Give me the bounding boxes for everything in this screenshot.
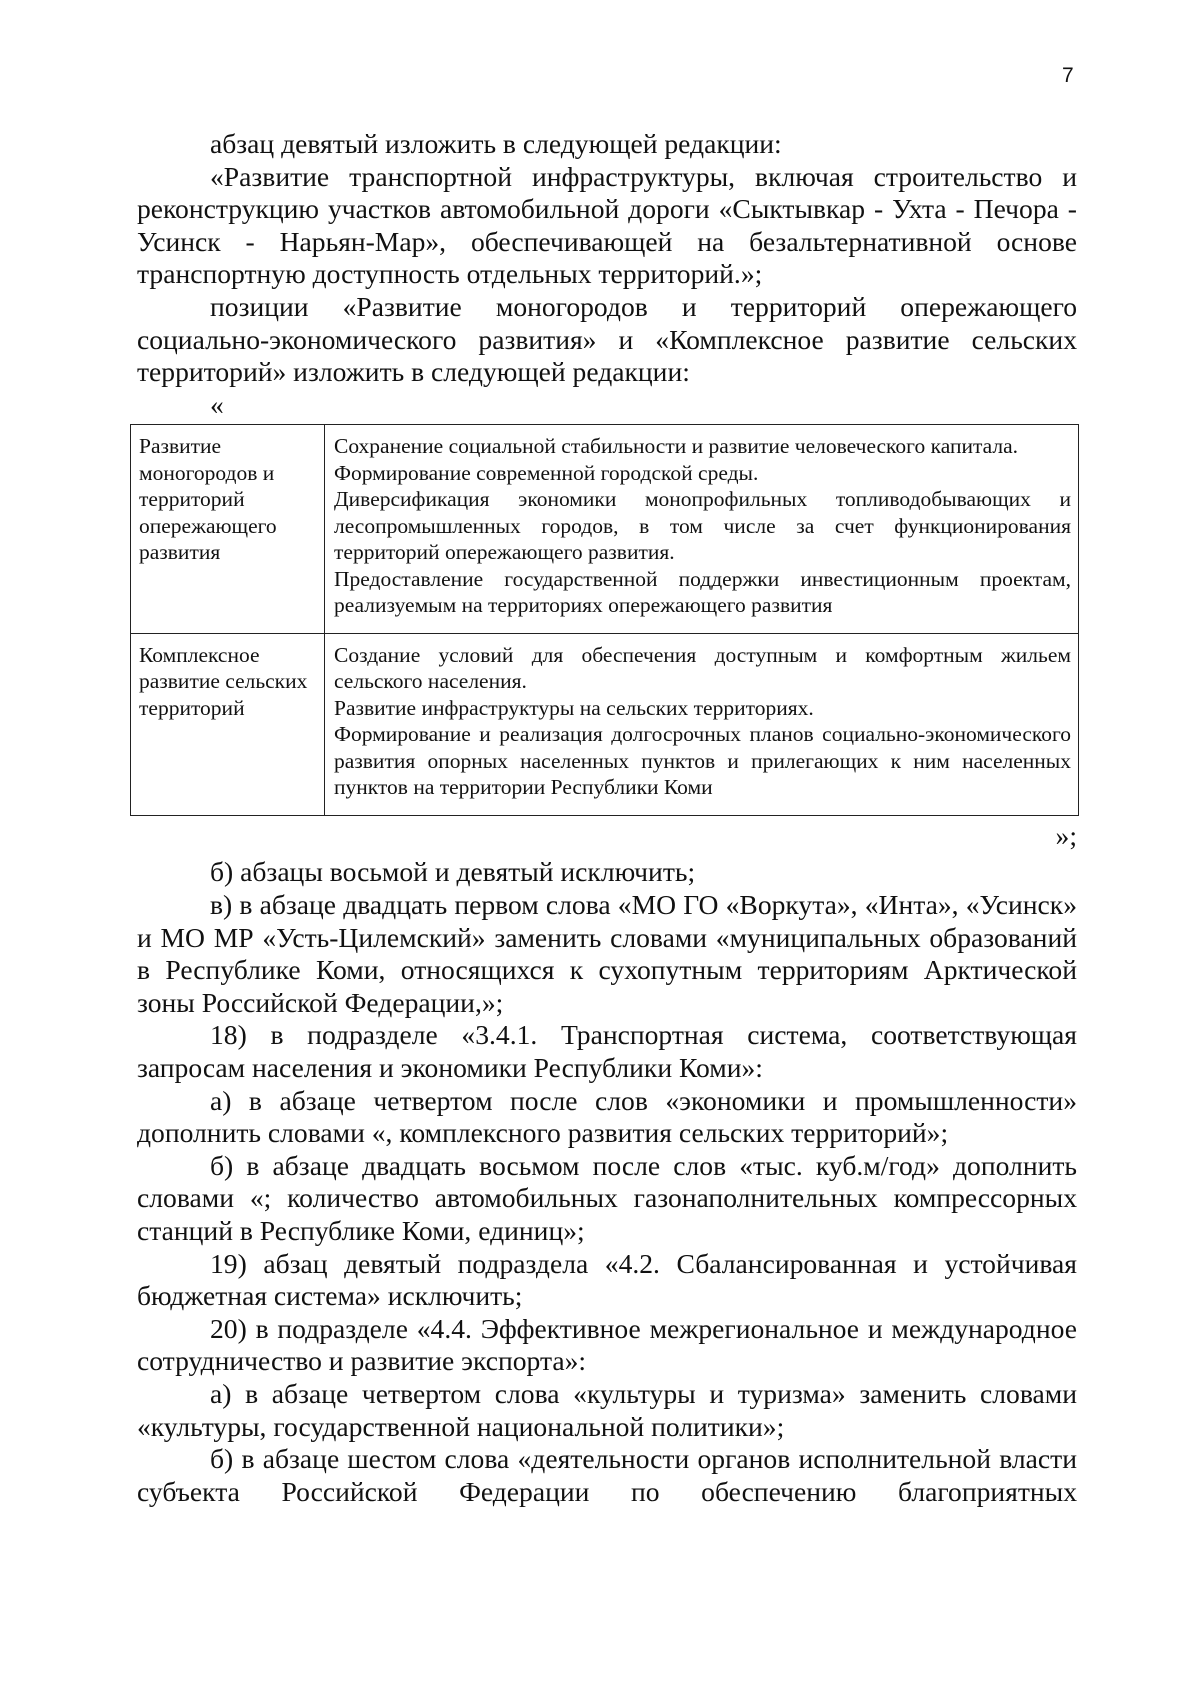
description-item: Предоставление государственной поддержки инвестиционным проектам, реализуемым на территориях опережающего развития <box>334 566 1071 618</box>
table-row <box>131 633 1079 815</box>
table-close-quote: »; <box>1055 819 1077 851</box>
document-body <box>137 128 1077 1508</box>
table-open-quote: « <box>210 388 224 420</box>
description-item: Формирование современной городской среды. <box>334 460 759 485</box>
description-item: Создание условий для обеспечения доступным и комфортным жильем сельского населения. <box>334 642 1071 694</box>
paragraph: 18) в подразделе «3.4.1. Транспортная система, соответствующая запросам населения и экономики Республики Коми»: <box>137 1019 1077 1083</box>
paragraph: а) в абзаце четвертом слова «культуры и туризма» заменить словами «культуры, государственной национальной политики»; <box>137 1377 1077 1442</box>
paragraph: б) в абзаце двадцать восьмом после слов «тыс. куб.м/год» дополнить словами «; количество автомобильных газонаполнительных компрессорных станций в Республике Коми, единиц»; <box>137 1149 1077 1246</box>
paragraph: в) в абзаце двадцать первом слова «МО ГО «Воркута», «Инта», «Усинск» и МО МР «Усть-Цилемский» заменить словами «муниципальных образований в Республике Коми, относящихся к сухопутным территориям Арктической зоны Российской Федерации,»; <box>137 889 1077 1018</box>
paragraph: а) в абзаце четвертом после слов «экономики и промышленности» дополнить словами «, комплексного развития сельских территорий»; <box>137 1084 1077 1149</box>
table-cell-description <box>325 633 1079 815</box>
paragraph: 19) абзац девятый подраздела «4.2. Сбалансированная и устойчивая бюджетная система» исключить; <box>137 1247 1077 1312</box>
description-item: Сохранение социальной стабильности и развитие человеческого капитала. <box>334 434 1019 459</box>
paragraph: абзац девятый изложить в следующей редакции: <box>210 128 782 159</box>
paragraph: позиции «Развитие моногородов и территорий опережающего социально-экономического развития» и «Комплексное развитие сельских территорий» изложить в следующей редакции: <box>137 290 1077 388</box>
table-cell-name: Комплексное развитие сельских территорий <box>131 633 325 815</box>
table-cell-description <box>325 425 1079 634</box>
description-item: Развитие инфраструктуры на сельских территориях. <box>334 695 814 720</box>
page-number: 7 <box>1062 64 1074 87</box>
paragraph: «Развитие транспортной инфраструктуры, включая строительство и реконструкцию участков автомобильной дороги «Сыктывкар - Ухта - Печора - Усинск - Нарьян-Мар», обеспечивающей на безальтернативной основе транспортную доступность отдельных территорий.»; <box>137 160 1077 290</box>
measures-table <box>130 424 1079 816</box>
table-row <box>131 425 1079 634</box>
table-cell-name: Развитие моногородов и территорий опережающего развития <box>131 425 325 634</box>
paragraph: б) в абзаце шестом слова «деятельности органов исполнительной власти субъекта Российской Федерации по обеспечению благоприятных <box>137 1443 1077 1507</box>
description-item: Диверсификация экономики монопрофильных топливодобывающих и лесопромышленных городов, в том числе за счет функционирования территорий опережающего развития. <box>334 487 1071 565</box>
description-item: Формирование и реализация долгосрочных планов социально-экономического развития опорных населенных пунктов и прилегающих к ним населенных пунктов на территории Республики Коми <box>334 722 1071 800</box>
paragraph: б) абзацы восьмой и девятый исключить; <box>210 856 696 888</box>
paragraph: 20) в подразделе «4.4. Эффективное межрегиональное и международное сотрудничество и развитие экспорта»: <box>137 1312 1077 1377</box>
